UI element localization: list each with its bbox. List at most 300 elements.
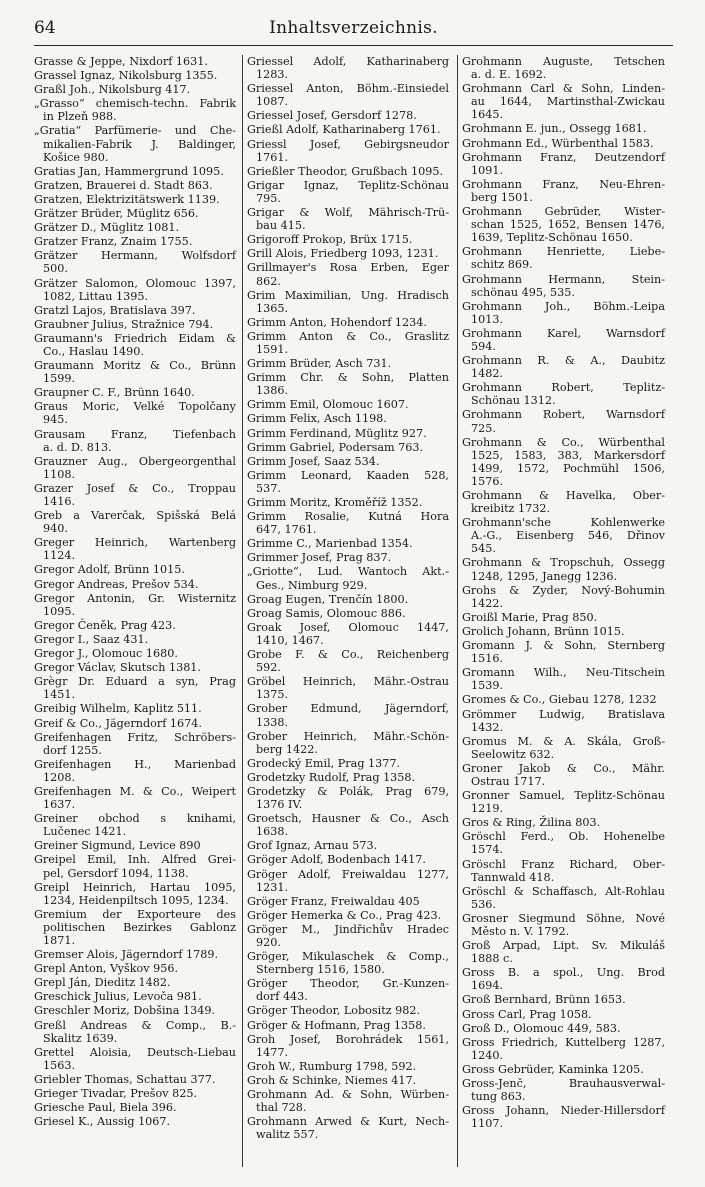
index-entry [462,1104,665,1130]
index-entry [247,785,449,811]
index-entry [247,909,449,922]
column-divider [457,55,458,1167]
index-entry [247,730,449,756]
index-entry [247,469,449,495]
index-entry [247,565,449,591]
index-entry-text: Graus Moric, Velké Topolčany 945. [34,400,236,427]
index-entry-text: Grimm Ferdinand, Müglitz 927. [247,426,427,440]
index-entry-text: Grim Maximilian, Ung. Hradisch 1365. [247,288,449,315]
index-entry-text: Gross Carl, Prag 1058. [462,1007,592,1021]
index-entry-text: Grober Heinrich, Mähr.-Schön- berg 1422. [247,729,449,756]
index-entry [34,124,236,163]
index-entry-text: Gromann J. & Sohn, Sternberg 1516. [462,639,665,666]
index-entry-text: Grohs & Zyder, Nový-Bohumin 1422. [462,583,665,610]
index-entry-text: Gromus M. & A. Skála, Groß- Seelowitz 632. [462,734,665,761]
index-entry-text: Grätzer Brüder, Müglitz 656. [34,207,199,221]
index-entry-text: Gregor Antonin, Gr. Wisternitz 1095. [34,591,236,618]
index-entry-text: Greipl Heinrich, Hartau 1095, 1234, Heidenpiltsch 1095, 1234. [34,880,236,907]
index-entry [462,885,665,911]
index-entry [34,509,236,535]
index-entry-text: Grimme C., Marienbad 1354. [247,537,413,551]
index-entry [462,1008,665,1021]
index-entry-text: Greßl Andreas & Comp., B.- Skalitz 1639. [34,1018,236,1045]
index-entry [247,621,449,647]
index-entry-text: Greiner obchod s knihami, Lučenec 1421. [34,812,236,839]
index-entry [34,55,236,68]
page-header [34,16,673,44]
index-entry [462,205,665,244]
index-entry-text: Griessel Anton, Böhm.-Einsiedel 1087. [247,82,449,109]
index-entry [247,357,449,370]
index-entry-text: Grimm Brüder, Asch 731. [247,357,392,371]
index-entry [247,607,449,620]
index-entry [247,412,449,425]
index-entry-text: Groag Eugen, Trenčín 1800. [247,592,409,606]
index-entry [462,137,665,150]
index-entry [34,702,236,715]
index-entry [247,648,449,674]
index-entry-text: Gröger Theodor, Lobositz 982. [247,1004,421,1018]
index-entry-text: Grohmann Hermann, Stein- schönau 495, 535. [462,272,665,299]
index-entry-text: „Gratia“ Parfümerie- und Che- mikalien-Fabrik J. Baldinger, Košice 980. [34,124,236,164]
index-entry-text: Groß D., Olomouc 449, 583. [462,1021,621,1035]
index-entry [247,1033,449,1059]
index-entry [462,666,665,692]
index-entry-text: Grober Edmund, Jägerndorf, 1338. [247,702,449,729]
index-entry-text: Grohmann Joh., Böhm.-Leipa 1013. [462,299,665,326]
index-entry-text: Gröschl Franz Richard, Ober- Tannwald 418. [462,857,665,884]
index-entry-text: Grohmann & Tropschuh, Ossegg 1248, 1295, Janegg 1236. [462,556,665,583]
index-entry [34,536,236,562]
index-entry [462,354,665,380]
index-entry [34,1046,236,1072]
index-entry [462,408,665,434]
page-title: Inhaltsverzeichnis. [269,18,438,38]
index-entry-text: Gregor I., Saaz 431. [34,632,149,646]
index-entry [247,551,449,564]
index-entry-text: Griessel Adolf, Katharinaberg 1283. [247,55,449,82]
page-number: 64 [34,18,56,38]
index-entry [462,1063,665,1076]
index-entry [34,976,236,989]
index-entry-text: Grätzer D., Müglitz 1081. [34,221,180,235]
index-entry [34,455,236,481]
index-entry [247,510,449,536]
index-entry-text: Groner Jakob & Co., Mähr. Ostrau 1717. [462,761,665,788]
index-entry [34,1101,236,1114]
index-entry-text: Groak Josef, Olomouc 1447, 1410, 1467. [247,620,449,647]
index-entry-text: Grigoroff Prokop, Brüx 1715. [247,233,413,247]
index-entry-text: Greif & Co., Jägerndorf 1674. [34,716,202,730]
index-entry [34,249,236,275]
index-entry [34,482,236,508]
index-entry-text: Gröschl & Schaffasch, Alt-Rohlau 536. [462,884,665,911]
index-entry [34,1087,236,1100]
index-entry [462,1077,665,1103]
index-entry-text: Grigar & Wolf, Mährisch-Trü- bau 415. [247,206,449,233]
index-entry [462,639,665,665]
index-entry [34,948,236,961]
index-entry-text: Grohmann R. & A., Daubitz 1482. [462,354,665,381]
index-entry [34,221,236,234]
index-entry-text: Gröschl Ferd., Ob. Hohenelbe 1574. [462,830,665,857]
index-entry [34,97,236,123]
index-entry [34,675,236,701]
index-entry-text: Grohmann Ed., Würbenthal 1583. [462,136,654,150]
index-entry-text: Grömmer Ludwig, Bratislava 1432. [462,707,665,734]
index-entry [462,789,665,815]
index-entry [462,556,665,582]
index-entry [247,675,449,701]
index-entry [247,316,449,329]
index-entry [462,858,665,884]
index-entry-text: Greifenhagen Fritz, Schröbers- dorf 1255. [34,730,236,757]
index-entry-text: Grießler Theodor, Grußbach 1095. [247,164,444,178]
index-entry [34,578,236,591]
index-entry-text: Grimm Moritz, Kroměříž 1352. [247,496,423,509]
index-entry [247,1074,449,1087]
index-entry-text: Gratzen, Brauerei d. Stadt 863. [34,178,213,192]
index-entry-text: Groißl Marie, Prag 850. [462,610,598,624]
index-entry-text: Gröger Adolf, Freiwaldau 1277, 1231. [247,867,449,894]
index-entry-text: Grillmayer's Rosa Erben, Eger 862. [247,261,449,288]
index-entry-text: Grohmann Franz, Neu-Ehren- berg 1501. [462,177,665,204]
index-entry [462,327,665,353]
index-entry-text: Gronner Samuel, Teplitz-Schönau 1219. [462,789,665,816]
index-entry [247,1088,449,1114]
index-entry [462,55,665,81]
index-columns [34,55,673,1167]
index-entry-text: Gröger M., Jindřichův Hradec 920. [247,922,449,949]
index-entry-text: Grassel Ignaz, Nikolsburg 1355. [34,69,218,83]
index-entry-text: Grausam Franz, Tiefenbach a. d. D. 813. [34,427,236,454]
index-entry [462,912,665,938]
index-entry-text: Grettel Aloisia, Deutsch-Liebau 1563. [34,1045,236,1072]
index-entry-text: Grohmann E. jun., Ossegg 1681. [462,122,647,136]
index-entry [247,1115,449,1141]
index-entry [462,151,665,177]
index-entry [247,771,449,784]
index-entry-text: Grohmann Karel, Warnsdorf 594. [462,326,665,353]
index-entry [462,516,665,555]
index-entry [462,708,665,734]
index-entry [34,633,236,646]
index-entry-text: Grodecký Emil, Prag 1377. [247,756,401,770]
index-entry-text: Grießl Adolf, Katharinaberg 1761. [247,123,441,137]
index-entry [34,619,236,632]
index-entry-text: Gremser Alois, Jägerndorf 1789. [34,948,219,962]
index-entry [247,757,449,770]
index-entry-text: Grohmann & Havelka, Ober- kreibitz 1732. [462,489,665,516]
index-entry [34,731,236,757]
index-entry [247,123,449,136]
index-entry-text: Graupner C. F., Brünn 1640. [34,386,195,400]
index-entry-text: Gregor Václav, Skutsch 1381. [34,661,201,675]
index-entry-text: Greipel Emil, Inh. Alfred Grei- pel, Gersdorf 1094, 1138. [34,853,236,880]
index-entry [34,193,236,206]
index-entry-text: Gross Gebrüder, Kaminka 1205. [462,1062,644,1076]
index-entry [462,381,665,407]
index-entry-text: Grimm Gabriel, Podersam 763. [247,440,424,454]
index-entry-text: Grohmann Henriette, Liebe- schitz 869. [462,245,665,272]
index-entry [462,584,665,610]
index-entry [462,816,665,829]
index-column-2 [247,55,449,1167]
index-column-1 [34,55,236,1167]
index-entry [462,82,665,121]
index-entry-text: Gröger, Mikulaschek & Comp., Sternberg 1516, 1580. [247,950,449,977]
index-entry [247,853,449,866]
index-entry [462,993,665,1006]
index-entry-text: Groh Josef, Borohrádek 1561, 1477. [247,1032,449,1059]
index-entry [247,165,449,178]
index-entry [462,966,665,992]
index-entry [462,762,665,788]
index-entry [34,207,236,220]
index-entry-text: Grätzer Salomon, Olomouc 1397, 1082, Littau 1395. [34,276,236,303]
index-entry [34,277,236,303]
index-entry-text: Greiner Sigmund, Levice 890 [34,839,201,853]
index-entry [462,489,665,515]
index-entry-text: Groß Bernhard, Brünn 1653. [462,993,626,1007]
index-entry [247,371,449,397]
index-entry [462,1022,665,1035]
index-entry-text: Groag Samis, Olomouc 886. [247,606,406,620]
index-entry-text: Grohmann Ad. & Sohn, Würben- thal 728. [247,1088,449,1115]
index-entry-text: Gregor J., Olomouc 1680. [34,647,178,661]
index-entry-text: Gregor Čeněk, Prag 423. [34,618,176,632]
index-entry [462,436,665,488]
index-entry [247,868,449,894]
index-column-3 [462,55,665,1167]
index-entry-text: Grohmann'sche Kohlenwerke A.-G., Eisenberg 546, Dřinov 545. [462,516,665,556]
header-rule [34,45,673,46]
index-entry [247,233,449,246]
index-entry [247,702,449,728]
index-entry-text: Graumann Moritz & Co., Brünn 1599. [34,359,236,386]
index-entry [34,69,236,82]
index-entry [34,661,236,674]
index-entry-text: Gröger Franz, Freiwaldau 405 [247,894,420,908]
index-entry-text: „Grasso“ chemisch-techn. Fabrik in Plzeň 988. [34,97,236,124]
index-entry-text: Gross-Jenč, Brauhausverwal- tung 863. [462,1077,665,1104]
index-entry-text: Greibig Wilhelm, Kaplitz 511. [34,702,202,716]
index-entry [462,830,665,856]
index-entry-text: Grigar Ignaz, Teplitz-Schönau 795. [247,178,449,205]
index-entry-text: Grimm Chr. & Sohn, Platten 1386. [247,371,449,398]
index-entry-text: Gratias Jan, Hammergrund 1095. [34,164,224,178]
index-entry [247,289,449,315]
index-entry [247,206,449,232]
index-entry-text: Greifenhagen H., Marienbad 1208. [34,757,236,784]
index-entry-text: Grègr Dr. Eduard a syn, Prag 1451. [34,675,236,702]
index-entry [34,812,236,838]
index-entry-text: Gregor Adolf, Brünn 1015. [34,563,185,577]
index-entry [462,693,665,706]
index-entry-text: Grobe F. & Co., Reichenberg 592. [247,648,449,675]
index-entry-text: Groß Arpad, Lipt. Sv. Mikuláš 1888 c. [462,939,665,966]
index-entry [34,758,236,784]
index-entry-text: Griebler Thomas, Schattau 377. [34,1072,216,1086]
index-entry-text: Grodetzky & Polák, Prag 679, 1376 IV. [247,784,449,812]
index-entry-text: Gross B. a spol., Ung. Brod 1694. [462,966,665,993]
index-entry [34,1115,236,1128]
index-entry-text: Gröger & Hofmann, Prag 1358. [247,1018,426,1032]
index-entry-text: Grimm Anton & Co., Graslitz 1591. [247,329,449,356]
index-entry [247,330,449,356]
index-entry-text: Grieger Tivadar, Prešov 825. [34,1087,198,1101]
index-entry-text: Grohmann Gebrüder, Wister- schan 1525, 1652, Bensen 1476, 1639, Teplitz-Schönau 1650. [462,205,665,245]
index-entry [34,785,236,811]
index-entry-text: Grauzner Aug., Obergeorgenthal 1108. [34,454,236,481]
index-entry-text: Gratzen, Elektrizitätswerk 1139. [34,192,220,206]
index-entry [247,895,449,908]
index-entry-text: Grasse & Jeppe, Nixdorf 1631. [34,55,208,68]
index-entry [247,1004,449,1017]
index-entry [34,1073,236,1086]
index-entry-text: Grimmer Josef, Prag 837. [247,551,392,565]
index-entry [462,245,665,271]
index-entry-text: Groh W., Rumburg 1798, 592. [247,1059,417,1073]
index-entry [34,1019,236,1045]
index-entry [34,990,236,1003]
index-entry [247,1060,449,1073]
index-entry-text: Greifenhagen M. & Co., Weipert 1637. [34,784,236,812]
index-entry [247,455,449,468]
index-entry-text: Grätzer Hermann, Wolfsdorf 500. [34,249,236,276]
index-entry [34,853,236,879]
index-entry-text: Grimm Josef, Saaz 534. [247,454,380,468]
index-entry [247,441,449,454]
index-entry [34,962,236,975]
index-entry [462,939,665,965]
index-entry [462,625,665,638]
index-entry [247,812,449,838]
index-entry-text: Gröger Theodor, Gr.-Kunzen- dorf 443. [247,977,449,1004]
index-entry-text: „Griotte“, Lud. Wantoch Akt.- Ges., Nimburg 929. [247,565,449,592]
index-entry-text: Griesel K., Aussig 1067. [34,1115,171,1129]
index-entry-text: Groh & Schinke, Niemes 417. [247,1073,417,1087]
index-entry-text: Gregor Andreas, Prešov 534. [34,577,199,591]
index-entry [247,179,449,205]
index-entry [34,563,236,576]
index-entry [34,400,236,426]
index-entry [34,235,236,248]
index-entry-text: Grimm Felix, Asch 1198. [247,412,387,426]
index-entry-text: Graubner Julius, Stražnice 794. [34,317,214,331]
index-entry-text: Grohmann Franz, Deutzendorf 1091. [462,150,665,177]
index-entry-text: Grof Ignaz, Arnau 573. [247,839,378,853]
index-entry-text: Grimm Rosalie, Kutná Hora 647, 1761. [247,510,449,537]
index-entry [34,428,236,454]
index-entry-text: Griesche Paul, Biela 396. [34,1101,177,1115]
index-entry-text: Gromann Wilh., Neu-Titschein 1539. [462,666,665,693]
index-entry-text: Grodetzky Rudolf, Prag 1358. [247,770,416,784]
index-entry [247,398,449,411]
index-entry-text: Grepl Anton, Vyškov 956. [34,962,179,976]
index-entry-text: Grohmann Arwed & Kurt, Nech- walitz 557. [247,1115,449,1142]
index-entry [247,537,449,550]
index-entry-text: Grimm Leonard, Kaaden 528, 537. [247,468,449,495]
index-entry-text: Greger Heinrich, Wartenberg 1124. [34,536,236,563]
index-entry-text: Gratzer Franz, Znaim 1755. [34,235,193,249]
index-entry [34,83,236,96]
index-entry [247,496,449,509]
index-entry [34,592,236,618]
index-entry [247,1019,449,1032]
index-entry [34,179,236,192]
index-entry-text: Grimm Emil, Olomouc 1607. [247,398,409,412]
index-entry [34,1004,236,1017]
index-entry-text: Gromes & Co., Giebau 1278, 1232 [462,693,657,707]
index-entry-text: Gröger Adolf, Bodenbach 1417. [247,853,426,867]
index-entry-text: Gros & Ring, Žilina 803. [462,816,601,830]
index-entry-text: Grepl Ján, Dieditz 1482. [34,976,171,990]
index-entry [247,138,449,164]
index-entry [247,593,449,606]
index-entry [462,611,665,624]
index-entry-text: Grohmann Carl & Sohn, Linden- au 1644, Martinsthal-Zwickau 1645. [462,82,665,122]
index-entry [462,273,665,299]
index-entry [34,304,236,317]
index-entry-text: Grolich Johann, Brünn 1015. [462,624,625,638]
index-entry [247,247,449,260]
index-entry [247,55,449,81]
index-entry [462,178,665,204]
index-entry [462,1036,665,1062]
index-entry [34,647,236,660]
index-entry-text: Grimm Anton, Hohendorf 1234. [247,315,427,329]
column-divider [242,55,243,1167]
index-entry [247,109,449,122]
index-entry [247,923,449,949]
index-entry [247,950,449,976]
index-entry-text: Gross Friedrich, Kuttelberg 1287, 1240. [462,1035,665,1062]
index-entry [247,261,449,287]
index-entry-text: Greschick Julius, Levoča 981. [34,990,202,1004]
index-entry-text: Grohmann & Co., Würbenthal 1525, 1583, 383, Markersdorf 1499, 1572, Pochmühl 1506, 1576. [462,435,665,488]
index-entry-text: Grohmann Robert, Teplitz- Schönau 1312. [462,381,665,408]
index-entry [462,122,665,135]
index-entry [247,839,449,852]
index-entry [34,386,236,399]
index-entry-text: Gröbel Heinrich, Mähr.-Ostrau 1375. [247,675,449,702]
index-entry [34,881,236,907]
index-entry [34,318,236,331]
index-entry-text: Griessel Josef, Gersdorf 1278. [247,109,417,123]
index-entry [462,735,665,761]
index-entry-text: Gross Johann, Nieder-Hillersdorf 1107. [462,1104,665,1131]
index-entry-text: Grazer Josef & Co., Troppau 1416. [34,481,236,508]
index-entry [34,717,236,730]
index-entry-text: Gratzl Lajos, Bratislava 397. [34,303,196,317]
index-entry-text: Greschler Moriz, Dobšina 1349. [34,1004,215,1018]
index-entry-text: Grosner Siegmund Söhne, Nové Město n. V. 1792. [462,911,665,938]
index-entry [247,977,449,1003]
index-entry [34,165,236,178]
index-entry-text: Graumann's Friedrich Eidam & Co., Haslau 1490. [34,331,236,358]
index-entry [462,300,665,326]
index-entry [247,82,449,108]
index-entry-text: Graßl Joh., Nikolsburg 417. [34,83,191,97]
index-entry-text: Groetsch, Hausner & Co., Asch 1638. [247,812,449,839]
index-entry [34,839,236,852]
index-entry-text: Gröger Hemerka & Co., Prag 423. [247,908,442,922]
index-entry-text: Greb a Varerčak, Spišská Belá 940. [34,509,236,536]
index-entry [247,427,449,440]
index-entry-text: Gremium der Exporteure des politischen Bezirkes Gablonz 1871. [34,907,236,947]
index-entry-text: Grill Alois, Friedberg 1093, 1231. [247,247,439,261]
